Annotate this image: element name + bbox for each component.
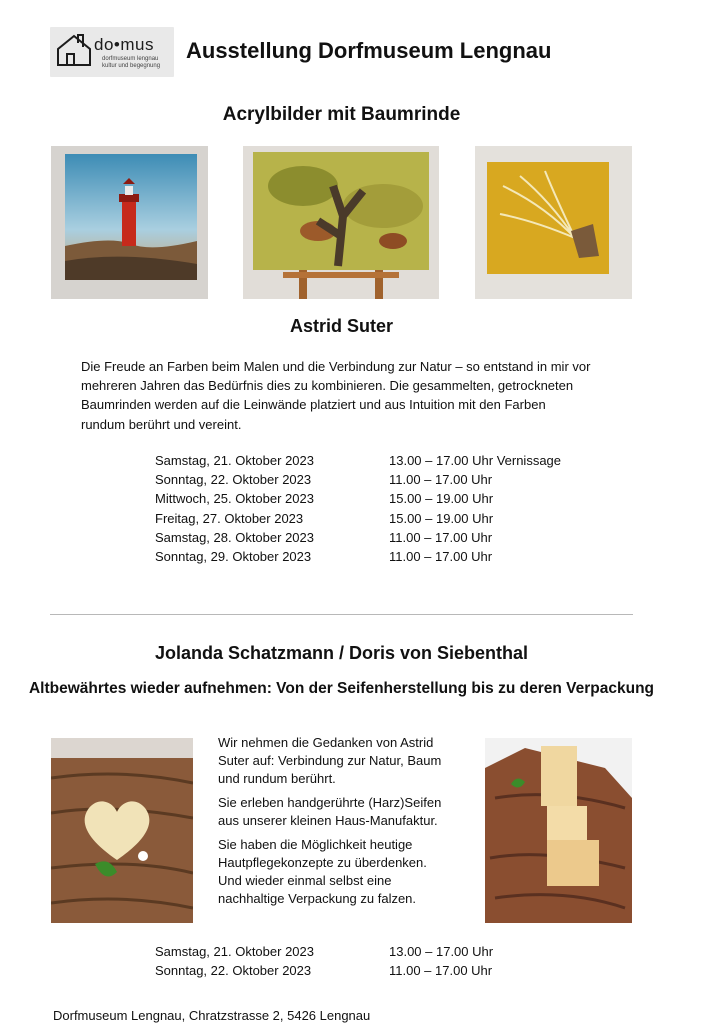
schedule-row [155,961,595,980]
painting-yellow-image [475,146,632,299]
section-heading-acrylic: Acrylbilder mit Baumrinde [222,104,461,125]
soap-heart-photo [51,738,193,923]
schedule-time: 13.00 – 17.00 Uhr [389,944,494,959]
description-line: rundum berührt und vereint. [81,416,242,432]
section-heading-soap: Altbewährtes wieder aufnehmen: Von der Seifenherstellung bis zu deren Verpackung [28,680,655,697]
logo-subtitle: dorfmuseum lengnau kultur und begegnung [102,56,161,69]
schedule-time: 11.00 – 17.00 Uhr [389,529,493,545]
soap-description [218,734,468,908]
soap-line: Sie haben die Möglichkeit heutige [218,837,413,852]
soap-line: aus unserer kleinen Haus-Manufaktur. [218,813,438,828]
footer-address: Dorfmuseum Lengnau, Chratzstrasse 2, 5426 Lengnau [53,1008,371,1023]
schedule-time: 15.00 – 19.00 Uhr [389,491,494,507]
schedule-row [155,470,595,489]
soap-line: und rundum berührt. [218,771,336,786]
schedule-date: Sonntag, 22. Oktober 2023 [155,963,312,979]
artist-names-soap: Jolanda Schatzmann / Doris von Siebenthal [154,643,529,663]
artist-name-astrid: Astrid Suter [289,316,394,336]
schedule-date: Samstag, 28. Oktober 2023 [155,529,314,545]
schedule-row [155,489,595,508]
schedule-date: Sonntag, 29. Oktober 2023 [155,548,312,564]
schedule-time: 15.00 – 19.00 Uhr [389,510,494,526]
soap-paragraph [218,836,468,908]
schedule-row [155,942,595,961]
schedule-row [155,528,595,547]
soap-line: Suter auf: Verbindung zur Natur, Baum [218,753,442,768]
soap-line: Sie erleben handgerührte (Harz)Seifen [218,795,442,810]
museum-logo [50,27,174,77]
painting-tree-bark-image [243,146,439,299]
schedule-row [155,547,595,566]
schedule-astrid [155,451,595,566]
schedule-row [155,451,595,470]
schedule-soap [155,942,595,980]
artist-description [81,357,641,434]
soap-paragraph [218,734,468,788]
schedule-time: 11.00 – 17.00 Uhr [389,472,493,488]
schedule-date: Samstag, 21. Oktober 2023 [155,944,314,959]
section-divider [50,614,633,615]
soap-line: Hautpflegekonzepte zu überdenken. [218,855,427,870]
soap-paragraph [218,794,468,830]
schedule-row [155,509,595,528]
schedule-time: 13.00 – 17.00 Uhr Vernissage [389,453,562,468]
painting-lighthouse-image [51,146,208,299]
schedule-date: Samstag, 21. Oktober 2023 [155,453,314,468]
schedule-time: 11.00 – 17.00 Uhr [389,963,493,979]
schedule-date: Mittwoch, 25. Oktober 2023 [155,491,314,507]
description-line: mehreren Jahren das Bedürfnis dies zu kombinieren. Die gesammelten, getrockneten [81,378,574,394]
schedule-date: Freitag, 27. Oktober 2023 [155,510,304,526]
soap-bars-photo [485,738,632,923]
schedule-time: 11.00 – 17.00 Uhr [389,548,493,564]
page-title: Ausstellung Dorfmuseum Lengnau [186,38,552,63]
soap-line: nachhaltige Verpackung zu falzen. [218,891,417,906]
description-line: Baumrinden werden auf die Leinwände platziert und aus Intuition mit den Farben [81,397,546,413]
soap-line: Und wieder einmal selbst eine [218,873,392,888]
schedule-date: Sonntag, 22. Oktober 2023 [155,472,312,488]
logo-wordmark: do•mus [94,35,154,54]
description-line: Die Freude an Farben beim Malen und die Verbindung zur Natur – so entstand in mir vor [81,359,591,374]
soap-line: Wir nehmen die Gedanken von Astrid [218,735,434,750]
